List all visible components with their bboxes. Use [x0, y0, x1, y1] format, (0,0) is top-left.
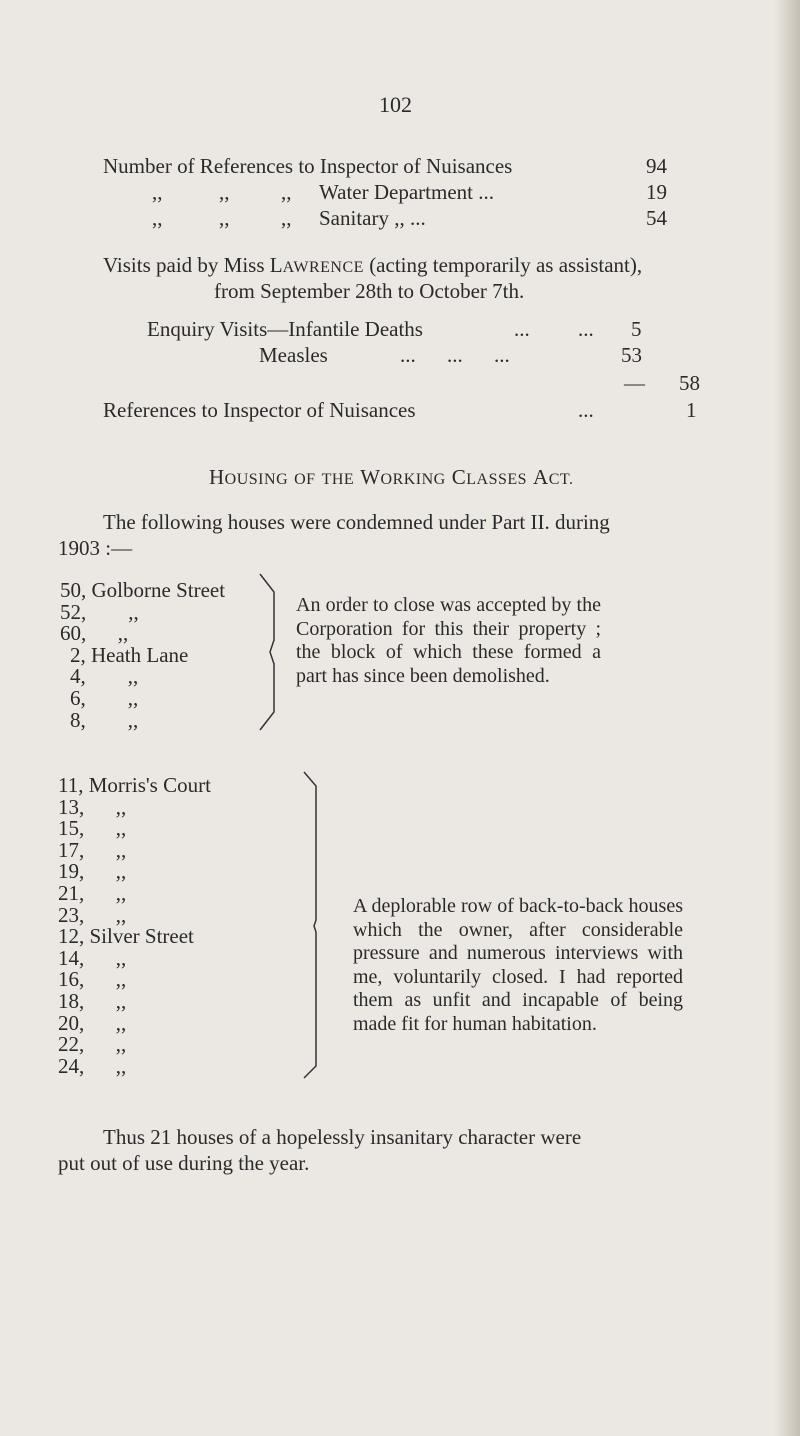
- visits-line-2: from September 28th to October 7th.: [214, 279, 525, 303]
- address-item: 23, ,,: [58, 902, 127, 927]
- address-list-2: [58, 775, 211, 1077]
- visits-name-rest: AWRENCE: [282, 259, 364, 276]
- brace-1: [256, 572, 286, 732]
- references-line-2-label: Water Department ...: [319, 180, 494, 204]
- ref-inspector-label: References to Inspector of Nuisances: [103, 398, 416, 422]
- heading-small: ORKING: [380, 471, 446, 488]
- brace-2: [302, 770, 326, 1080]
- group1-note: An order to close was accepted by the Corporation for this their property ; the block of which these formed a part has since been demolished.: [296, 594, 601, 687]
- heading-small: OUSING: [224, 471, 289, 488]
- address-item: 52, ,,: [60, 599, 139, 624]
- address-item: 21, ,,: [58, 880, 127, 905]
- address-item: 16, ,,: [58, 967, 127, 992]
- enquiry-total-dash: —: [624, 371, 645, 395]
- section-heading: [209, 464, 573, 490]
- page-edge-shadow: [774, 0, 800, 1436]
- visits-name-initial: L: [269, 253, 283, 277]
- intro-line-1: The following houses were condemned under Part II. during: [103, 510, 610, 534]
- address-item: 60, ,,: [60, 621, 129, 646]
- ditto-mark: ,,: [281, 180, 292, 204]
- ditto-mark: ,,: [152, 180, 163, 204]
- references-value-3: 54: [646, 206, 667, 230]
- address-item: 12, Silver Street: [58, 924, 194, 949]
- heading-cap: C: [451, 465, 467, 489]
- enquiry-value-infantile: 5: [631, 317, 642, 341]
- address-item: 4, ,,: [70, 664, 139, 689]
- references-line-1-label: Number of References to Inspector of Nuisances: [103, 154, 513, 178]
- address-item: 17, ,,: [58, 837, 127, 862]
- address-item: 11, Morris's Court: [58, 773, 211, 797]
- address-item: 18, ,,: [58, 988, 127, 1013]
- references-value-1: 94: [646, 154, 667, 178]
- address-item: 20, ,,: [58, 1010, 127, 1035]
- heading-small: LASSES: [466, 471, 528, 488]
- heading-cap: A: [533, 465, 549, 489]
- heading-small: CT.: [548, 471, 574, 488]
- visits-line-1: [103, 252, 642, 281]
- ref-inspector-dots: ...: [578, 398, 594, 422]
- visits-text: Visits paid by: [103, 253, 219, 277]
- enquiry-total: 58: [679, 371, 700, 395]
- address-item: 15, ,,: [58, 816, 127, 841]
- measles-dots: ... ... ...: [400, 343, 510, 367]
- visits-text-after: (acting temporarily as assistant),: [369, 253, 643, 277]
- heading-small: THE: [321, 471, 355, 488]
- closing-line-2: put out of use during the year.: [58, 1151, 310, 1175]
- closing-line-1: Thus 21 houses of a hopelessly insanitary character were: [103, 1125, 582, 1149]
- heading-cap: W: [360, 465, 381, 489]
- enquiry-dots-1: ...: [514, 317, 530, 341]
- address-item: 13, ,,: [58, 794, 127, 819]
- heading-small: OF: [294, 471, 316, 488]
- enquiry-dots-2: ...: [578, 317, 594, 341]
- ditto-mark: ,,: [219, 206, 230, 230]
- address-item: 24, ,,: [58, 1053, 127, 1078]
- references-line-1: [103, 153, 512, 179]
- enquiry-value-measles: 53: [621, 343, 642, 367]
- address-item: 22, ,,: [58, 1032, 127, 1057]
- visits-miss: Miss: [223, 253, 265, 277]
- ref-inspector-value: 1: [686, 398, 697, 422]
- ditto-mark: ,,: [152, 206, 163, 230]
- address-item: 8, ,,: [70, 707, 139, 732]
- address-list-1: [60, 580, 225, 731]
- intro-line-2: 1903 :—: [58, 536, 133, 560]
- address-item: 14, ,,: [58, 945, 127, 970]
- heading-cap: H: [209, 465, 225, 489]
- ditto-mark: ,,: [219, 180, 230, 204]
- measles-label: Measles: [259, 343, 328, 367]
- references-value-2: 19: [646, 180, 667, 204]
- group2-note: A deplorable row of back-to-back houses which the owner, after considerable pressure and numerous interviews with me, voluntarily closed. I had reported them as unfit and incapable of being made fit for human habitation.: [353, 895, 683, 1035]
- address-item: 50, Golborne Street: [60, 578, 226, 602]
- address-item: 2, Heath Lane: [70, 642, 189, 667]
- references-line-3-label: Sanitary ,, ...: [319, 206, 426, 230]
- ditto-mark: ,,: [281, 206, 292, 230]
- page-number: 102: [379, 92, 412, 117]
- address-item: 19, ,,: [58, 859, 127, 884]
- enquiry-label: Enquiry Visits—Infantile Deaths: [147, 317, 423, 341]
- address-item: 6, ,,: [70, 685, 139, 710]
